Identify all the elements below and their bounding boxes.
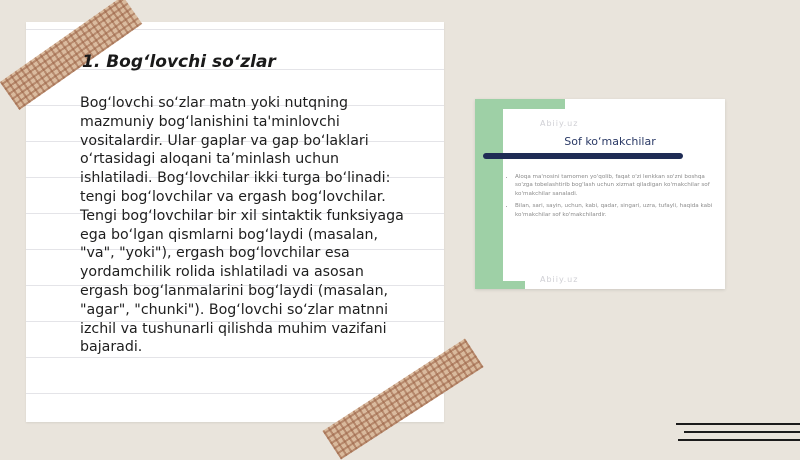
slide-watermark-bottom: Abiiy.uz [540,275,579,284]
slide-bullet: • Bilan, sari, sayin, uchun, kabi, qadar, singari, uzra, tufayli, haqida kabi ko'makchilar sof ko'makchilardir. [515,202,715,219]
slide-thumbnail [475,99,725,289]
body-paragraph [80,94,432,357]
body-line: ega bo‘lgan qismlarni bog‘laydi (masalan, [80,226,379,243]
section-heading: 1. Bog‘lovchi so‘zlar [82,52,276,72]
body-line: ishlatiladi. Bog‘lovchilar ikki turga bo‘linadi: [80,170,391,187]
slide-bullet-list [505,173,715,223]
slide-title-underline [483,153,683,159]
body-line: mazmuniy bog‘lanishini ta'minlovchi [80,113,340,130]
slide-title: Sof ko‘makchilar [564,135,656,148]
body-line: yordamchilik rolida ishlatiladi va asosan [80,264,364,281]
body-line: "va", "yoki"), ergash bog‘lovchilar esa [80,245,350,262]
body-line: ergash bog‘lanmalarini bog‘laydi (masalan, [80,282,389,299]
body-line: o‘rtasidagi aloqani ta’minlash uchun [80,151,340,168]
decor-line [678,439,800,441]
slide-watermark-top: Abiiy.uz [540,119,579,128]
decor-line [684,431,800,433]
body-line: vositalardir. Ular gaplar va gap bo‘laklari [80,132,369,149]
body-line: tengi bog‘lovchilar va ergash bog‘lovchilar. [80,188,386,205]
body-line: izchil va tushunarli qilishda muhim vazifani [80,320,387,337]
decor-line [676,423,800,425]
body-line: Bog‘lovchi so‘zlar matn yoki nutqning [80,95,349,111]
slide-bullet: • Aloqa ma'nosini tamomen yo'qolib, faqat o'zi lenkkan so'zni boshqa so'zga tobelashtirib bog'lash uchun xizmat qiladigan ko'makchilar sof ko'makchilar sanaladi. [515,173,715,198]
body-line: bajaradi. [80,339,143,356]
body-line: Tengi bog‘lovchilar bir xil sintaktik funksiyaga [80,207,404,224]
body-line: "agar", "chunki"). Bog‘lovchi so‘zlar matnni [80,301,389,318]
